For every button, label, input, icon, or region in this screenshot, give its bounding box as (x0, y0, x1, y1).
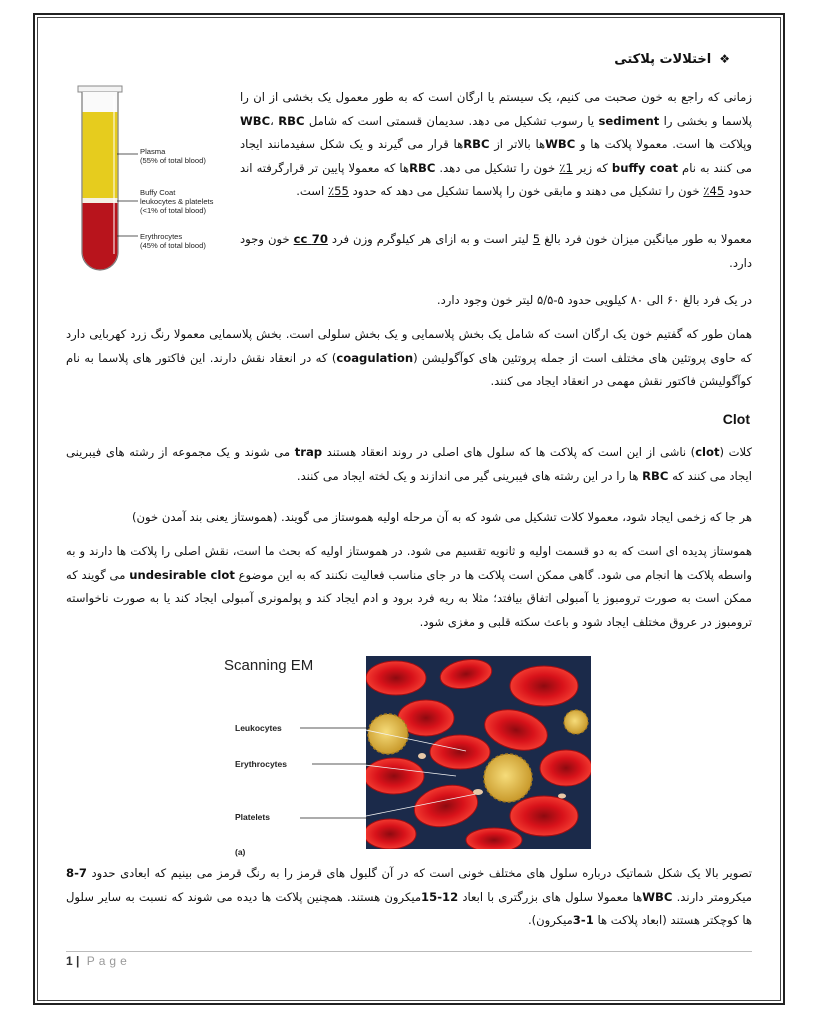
buffy-coat-label: Buffy Coat (140, 188, 176, 197)
paragraph-blood-composition: زمانی که راجع به خون صحبت می کنیم، یک سیستم یا ارگان است که به طور معمول یک بخشی از ان را پلاسما و بخشی را sediment یا رسوب تشکیل می دهد. سدیمان قسمتی است که شامل WBC، RBC وپلاکت ها است. معمولا پلاکت ها و WBCها بالاتر از RBCها قرار می گیرند و یک شکل سفیدمانند ایجاد می کنند به نام buffy coat که زیر 1٪ خون را تشکیل می دهد. RBCها که معمولا پایین تر قرارگرفته اند حدود 45٪ خون را تشکیل می دهند و مابقی خون را پلاسما تشکیل می دهد که حدود 55٪ است. (240, 90, 752, 198)
em-panel-label: (a) (235, 847, 246, 857)
section-heading (614, 52, 730, 67)
test-tube (78, 86, 122, 270)
paragraph-plasma-proteins: همان طور که گفتیم خون یک ارگان است که شامل یک بخش پلاسمایی و یک بخش سلولی است. بخش پلاسمایی معمولا رنگ زرد کهربایی دارد که حاوی پروتئین های مختلف است از جمله پروتئین های کوآگولیشن (coagulation) که در انعقاد نقش دارند. این فاکتور های پلاسما به نام کوآگولیشن فاکتور نقش مهمی در انعقاد ایجاد می کنند. (66, 327, 752, 388)
page-word: Page (86, 954, 131, 968)
footer-divider (66, 951, 752, 952)
page-number: 1 (66, 954, 73, 968)
paragraph-cell-sizes: تصویر بالا یک شکل شماتیک درباره سلول های مختلف خونی است که در آن گلبول های قرمز را به رنگ قرمز می بینیم که ابعادی حدود 7-8 میکرومتر دارند. WBCها معمولا سلول های بزرگتری با ابعاد 12-15میکرون هستند. همچنین پلاکت ها دیده می شوند که نسبت به سایر سلول ها کوچکتر هستند (ابعاد پلاکت ها 1-3میکرون). (66, 866, 752, 927)
buffy-coat-note-2: (<1% of total blood) (140, 206, 207, 215)
em-micrograph (366, 656, 591, 849)
diamond-bullet-icon: ❖ (719, 52, 730, 66)
em-figure-title: Scanning EM (224, 657, 314, 674)
em-label-leaders (300, 720, 370, 830)
blood-tube-figure (70, 84, 230, 278)
em-label-platelets: Platelets (235, 812, 270, 822)
paragraph-adult-blood: در یک فرد بالغ ۶۰ الی ۸۰ کیلویی حدود ۵-۵/۵ لیتر خون وجود دارد. (436, 293, 752, 307)
erythrocyte-layer (83, 203, 118, 269)
clot-heading: Clot (722, 411, 750, 427)
paragraph-clot: کلات (clot) ناشی از این است که پلاکت ها که سلول های اصلی در روند انعقاد هستند trap می شوند و یک مجموعه از رشته های فیبرینی ایجاد می کنند که RBC ها را در این رشته های فیبرینی گیر می اندازند و یک لخته ایجاد می کنند. (66, 445, 752, 483)
erythrocytes-note: (45% of total blood) (140, 241, 206, 250)
page-separator: | (76, 954, 80, 968)
page-footer (66, 954, 131, 968)
paragraph-hemostasis-intro: هر جا که زخمی ایجاد شود، معمولا کلات تشکیل می شود که به آن مرحله اولیه هموستاز می گویند. (هموستاز یعنی بند آمدن خون) (131, 510, 752, 524)
em-label-leukocytes: Leukocytes (235, 723, 282, 733)
plasma-note: (55% of total blood) (140, 156, 206, 165)
plasma-layer (83, 112, 118, 198)
paragraph-blood-volume: معمولا به طور میانگین میزان خون فرد بالغ 5 لیتر است و به ازای هر کیلوگرم وزن فرد 70 cc خون وجود دارد. (240, 232, 752, 270)
buffy-coat-layer (83, 198, 118, 203)
tube-leader-lines (117, 154, 138, 236)
buffy-coat-note: leukocytes & platelets (140, 197, 214, 206)
em-label-erythrocytes: Erythrocytes (235, 759, 287, 769)
section-title: اختلالات پلاکتی (614, 52, 712, 67)
plasma-label: Plasma (140, 147, 166, 156)
paragraph-hemostasis: هموستاز پدیده ای است که به دو قسمت اولیه و ثانویه تقسیم می شود. در هموستاز اولیه که بحث ما است، نقش اصلی را پلاکت ها دارند و به واسطه پلاکت ها انجام می شود. گاهی ممکن است پلاکت ها در جای مناسب فعالیت نکنند که به این موضوع undesirable clot می گویند که ممکن است به صورت ترومبوز یا آمبولی اتفاق بیافتد؛ مثلا به ریه فرد برود و ادم ایجاد کند و پولمونری آمبولی ایجاد کند یا به صورت ناخواسته ترومبوز در عروق مختلف ایجاد شود و باعث سکته قلبی و مغزی شود. (66, 544, 752, 629)
erythrocytes-label: Erythrocytes (140, 232, 183, 241)
